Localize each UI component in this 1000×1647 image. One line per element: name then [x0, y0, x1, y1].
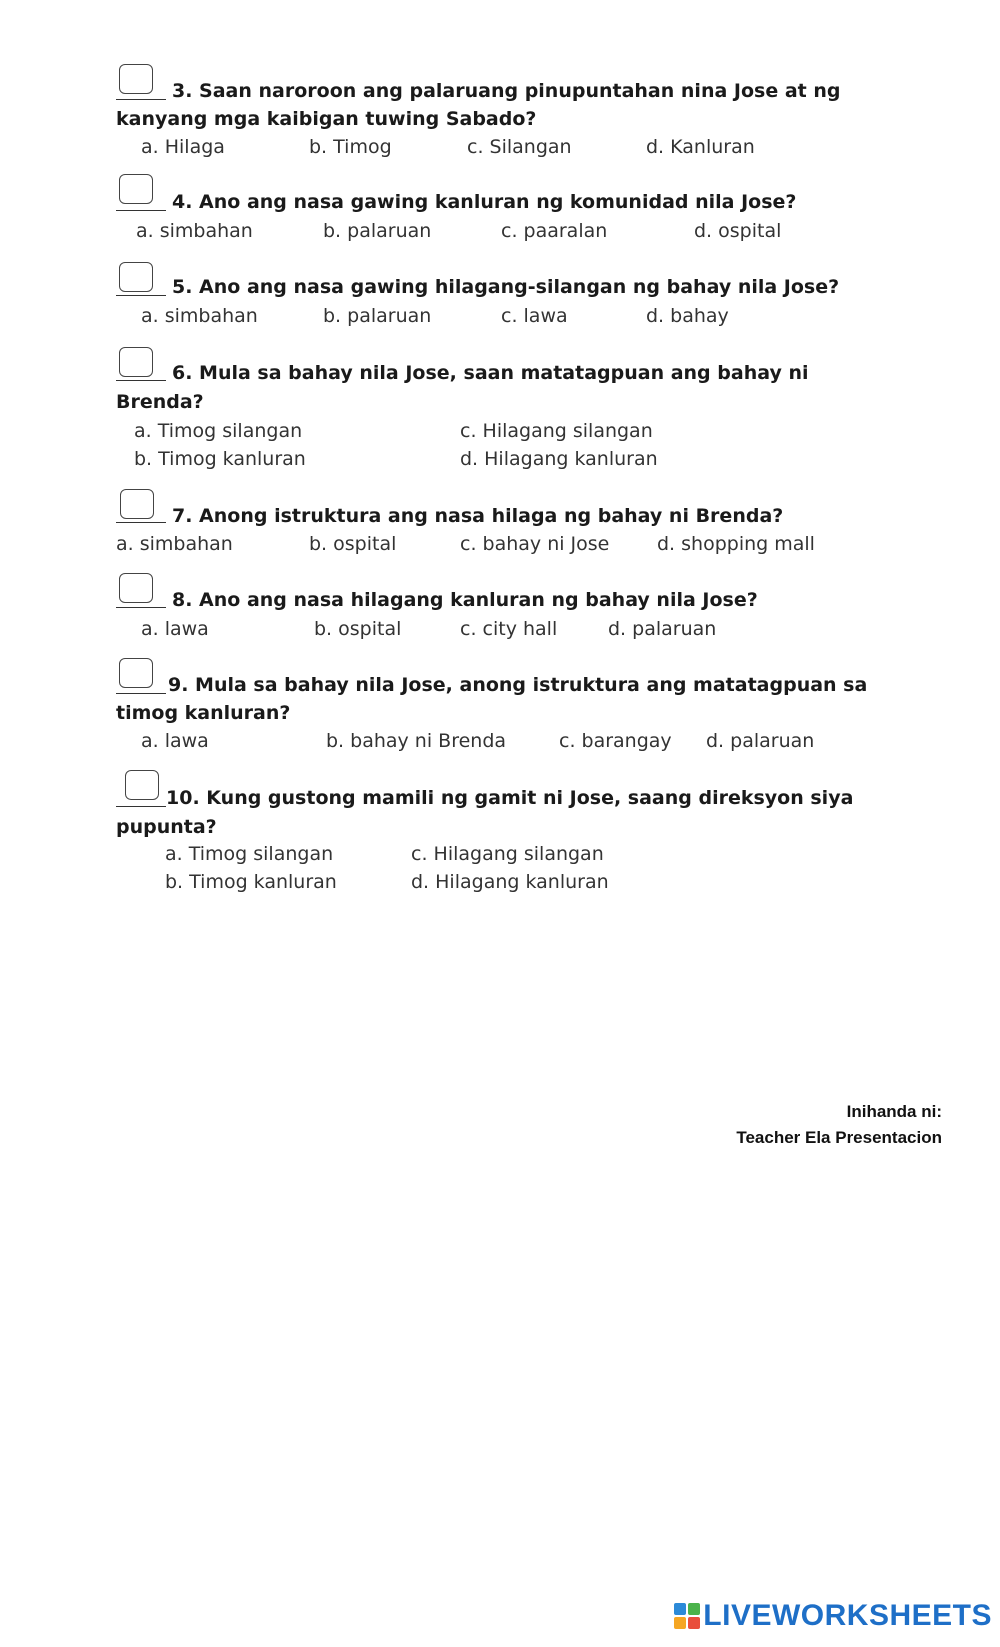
option-c: c. Silangan — [467, 136, 572, 158]
question-text: 7. Anong istruktura ang nasa hilaga ng bahay ni Brenda? — [172, 505, 784, 527]
answer-blank — [116, 806, 166, 807]
answer-blank — [116, 99, 166, 100]
answer-box[interactable] — [119, 658, 153, 688]
liveworksheets-grid-icon — [674, 1603, 700, 1629]
answer-blank — [116, 693, 166, 694]
option-d: d. palaruan — [706, 730, 815, 752]
answer-box[interactable] — [119, 174, 153, 204]
option-b: b. palaruan — [323, 220, 432, 242]
answer-blank — [116, 380, 166, 381]
option-c: c. city hall — [460, 618, 558, 640]
answer-blank — [116, 607, 166, 608]
answer-box[interactable] — [119, 573, 153, 603]
option-a: a. simbahan — [136, 220, 253, 242]
option-b: b. palaruan — [323, 305, 432, 327]
option-c: c. Hilagang silangan — [460, 420, 653, 442]
question-text-cont: kanyang mga kaibigan tuwing Sabado? — [116, 108, 537, 130]
option-a: a. Hilaga — [141, 136, 225, 158]
option-b: b. Timog — [309, 136, 392, 158]
option-d: d. Hilagang kanluran — [411, 871, 609, 893]
option-d: d. ospital — [694, 220, 782, 242]
answer-box[interactable] — [119, 347, 153, 377]
option-c: c. Hilagang silangan — [411, 843, 604, 865]
option-a: a. simbahan — [116, 533, 233, 555]
question-text: 10. Kung gustong mamili ng gamit ni Jose, saang direksyon siya — [166, 787, 854, 809]
question-text: 4. Ano ang nasa gawing kanluran ng komunidad nila Jose? — [172, 191, 797, 213]
option-a: a. simbahan — [141, 305, 258, 327]
liveworksheets-logo[interactable] — [674, 1599, 992, 1633]
answer-box[interactable] — [119, 64, 153, 94]
question-text-cont: pupunta? — [116, 816, 217, 838]
answer-blank — [116, 295, 166, 296]
question-text-cont: timog kanluran? — [116, 702, 291, 724]
option-d: d. palaruan — [608, 618, 717, 640]
prepared-by-label: Inihanda ni: — [846, 1102, 942, 1121]
option-c: c. lawa — [501, 305, 568, 327]
option-d: d. Hilagang kanluran — [460, 448, 658, 470]
option-a: a. lawa — [141, 618, 209, 640]
answer-blank — [116, 210, 166, 211]
option-c: c. paaralan — [501, 220, 608, 242]
logo-text: LIVEWORKSHEETS — [703, 1599, 992, 1632]
answer-box[interactable] — [120, 489, 154, 519]
question-text: 5. Ano ang nasa gawing hilagang-silangan ng bahay nila Jose? — [172, 276, 840, 298]
option-a: a. lawa — [141, 730, 209, 752]
option-d: d. Kanluran — [646, 136, 755, 158]
option-c: c. barangay — [559, 730, 672, 752]
question-text: 6. Mula sa bahay nila Jose, saan matatagpuan ang bahay ni — [172, 362, 809, 384]
option-a: a. Timog silangan — [134, 420, 303, 442]
option-c: c. bahay ni Jose — [460, 533, 610, 555]
option-b: b. bahay ni Brenda — [326, 730, 507, 752]
question-text: 8. Ano ang nasa hilagang kanluran ng bahay nila Jose? — [172, 589, 758, 611]
answer-box[interactable] — [119, 262, 153, 292]
option-b: b. ospital — [309, 533, 397, 555]
teacher-name: Teacher Ela Presentacion — [736, 1128, 942, 1147]
question-text-cont: Brenda? — [116, 391, 204, 413]
option-b: b. Timog kanluran — [134, 448, 306, 470]
question-text: 3. Saan naroroon ang palaruang pinupuntahan nina Jose at ng — [172, 80, 841, 102]
option-a: a. Timog silangan — [165, 843, 334, 865]
answer-blank — [116, 522, 166, 523]
option-d: d. bahay — [646, 305, 729, 327]
option-d: d. shopping mall — [657, 533, 815, 555]
question-text: 9. Mula sa bahay nila Jose, anong istruktura ang matatagpuan sa — [168, 674, 868, 696]
option-b: b. Timog kanluran — [165, 871, 337, 893]
option-b: b. ospital — [314, 618, 402, 640]
answer-box[interactable] — [125, 770, 159, 800]
